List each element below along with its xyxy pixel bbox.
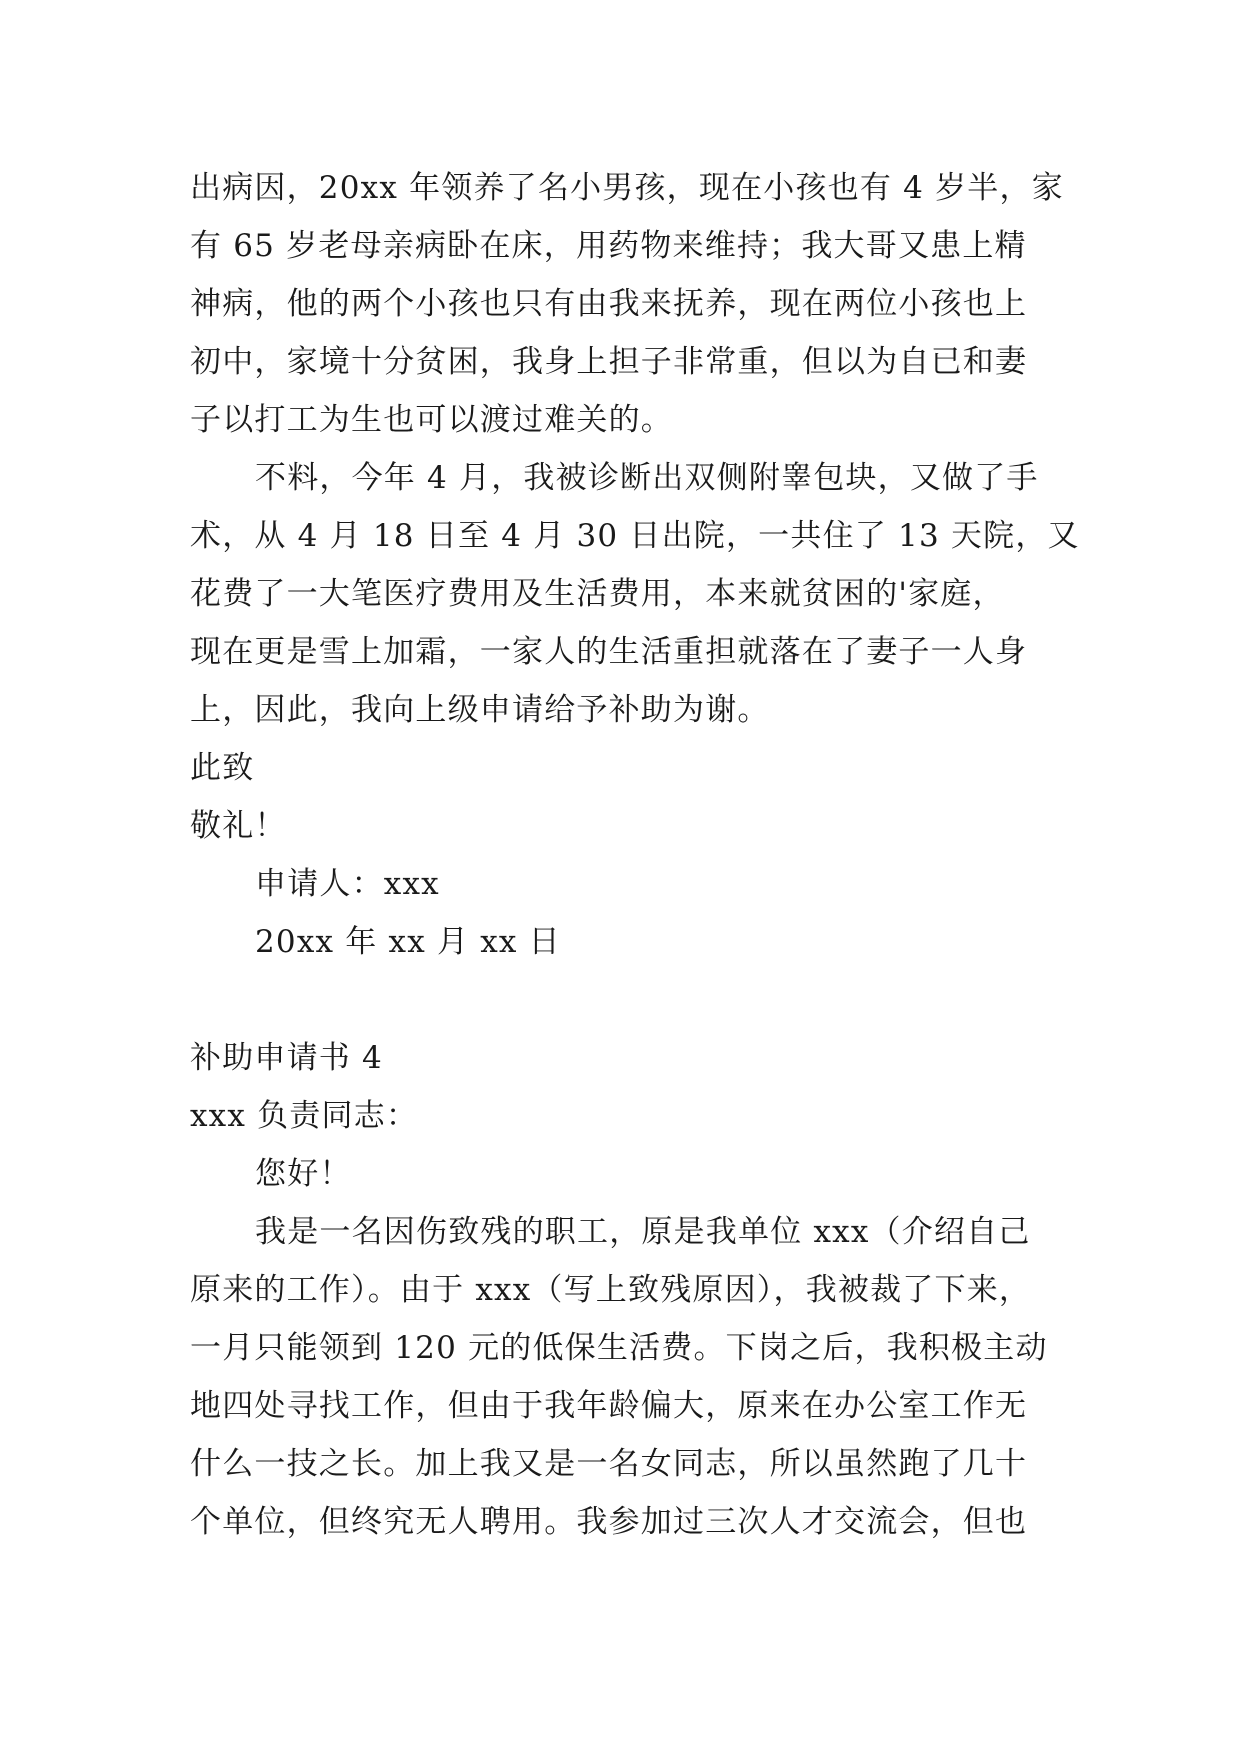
greeting: 您好！ — [255, 1156, 352, 1192]
applicant: 申请人：xxx — [255, 866, 440, 902]
section-title: 补助申请书 4 — [190, 1040, 383, 1076]
text-line: 原来的工作）。由于 xxx（写上致残原因），我被裁了下来， — [190, 1272, 1032, 1308]
text-line: 花费了一大笔医疗费用及生活费用，本来就贫困的'家庭， — [190, 576, 1005, 612]
text-line: 一月只能领到 120 元的低保生活费。下岗之后，我积极主动 — [190, 1330, 1048, 1366]
text-line: 我是一名因伤致残的职工，原是我单位 xxx（介绍自己 — [255, 1214, 1031, 1250]
salute: 敬礼！ — [190, 808, 287, 844]
text-line: 现在更是雪上加霜，一家人的生活重担就落在了妻子一人身 — [190, 634, 1028, 670]
text-line: 上，因此，我向上级申请给予补助为谢。 — [190, 692, 770, 728]
text-line: 不料，今年 4 月，我被诊断出双侧附睾包块，又做了手 — [255, 460, 1039, 496]
text-line: 神病，他的两个小孩也只有由我来抚养，现在两位小孩也上 — [190, 286, 1028, 322]
text-line: 有 65 岁老母亲病卧在床，用药物来维持；我大哥又患上精 — [190, 228, 1027, 264]
addressee: xxx 负责同志： — [190, 1098, 419, 1134]
closing: 此致 — [190, 750, 255, 786]
text-line: 术，从 4 月 18 日至 4 月 30 日出院，一共住了 13 天院，又 — [190, 518, 1080, 554]
text-line: 地四处寻找工作，但由于我年龄偏大，原来在办公室工作无 — [190, 1388, 1028, 1424]
text-line: 出病因，20xx 年领养了名小男孩，现在小孩也有 4 岁半，家 — [190, 170, 1064, 206]
text-line: 初中，家境十分贫困，我身上担子非常重，但以为自已和妻 — [190, 344, 1028, 380]
text-line: 个单位，但终究无人聘用。我参加过三次人才交流会，但也 — [190, 1504, 1028, 1540]
text-line: 子以打工为生也可以渡过难关的。 — [190, 402, 673, 438]
text-line: 什么一技之长。加上我又是一名女同志，所以虽然跑了几十 — [190, 1446, 1028, 1482]
date: 20xx 年 xx 月 xx 日 — [255, 924, 561, 960]
